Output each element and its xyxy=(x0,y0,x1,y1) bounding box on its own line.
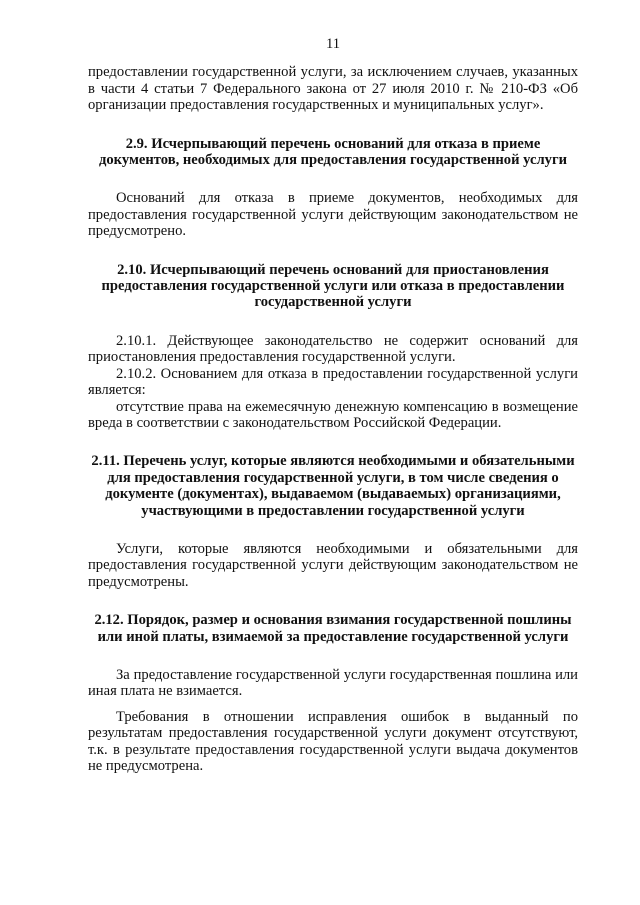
section-2-11-paragraph: Услуги, которые являются необходимыми и обязательными для предоставления государственной услуги действующим законодательством не предусмотрены. xyxy=(88,540,578,590)
section-2-9-heading: 2.9. Исчерпывающий перечень оснований для отказа в приеме документов, необходимых для предоставления государственной услуги xyxy=(99,135,567,169)
intro-paragraph: предоставлении государственной услуги, за исключением случаев, указанных в части 4 статьи 7 Федерального закона от 27 июля 2010 г. № 210-ФЗ «Об организации предоставления государственных и муниципальных услуг». xyxy=(88,64,578,114)
section-2-12-paragraph-2: Требования в отношении исправления ошибок в выданный по результатам предоставления государственной услуги документ отсутствуют, т.к. в результате предоставления государственной услуги выдача документов не предусмотрена. xyxy=(88,708,578,774)
section-2-10-heading: 2.10. Исчерпывающий перечень оснований для приостановления предоставления государственной услуги или отказа в предоставлении государственной услуги xyxy=(101,261,565,311)
section-2-9-paragraph: Оснований для отказа в приеме документов, необходимых для предоставления государственной услуги действующим законодательством не предусмотрено. xyxy=(88,190,578,240)
section-2-12-heading: 2.12. Порядок, размер и основания взимания государственной пошлины или иной платы, взимаемой за предоставление государственной услуги xyxy=(94,612,572,645)
section-2-12-paragraph-1: За предоставление государственной услуги государственная пошлина или иная плата не взимается. xyxy=(88,666,578,700)
section-2-11-heading: 2.11. Перечень услуг, которые являются необходимыми и обязательными для предоставления государственной услуги, в том числе сведения о документе (документах), выдаваемом (выдаваемых) организациями, участвующими в предоставлении государственной услуги xyxy=(91,453,575,519)
page-number: 11 xyxy=(325,36,341,52)
section-2-10-2-paragraph: 2.10.2. Основанием для отказа в предоставлении государственной услуги является: xyxy=(88,365,578,399)
section-2-10-1-paragraph: 2.10.1. Действующее законодательство не содержит оснований для приостановления предоставления государственной услуги. xyxy=(88,332,578,366)
section-2-10-2-item: отсутствие права на ежемесячную денежную компенсацию в возмещение вреда в соответствии с законодательством Российской Федерации. xyxy=(88,398,578,431)
